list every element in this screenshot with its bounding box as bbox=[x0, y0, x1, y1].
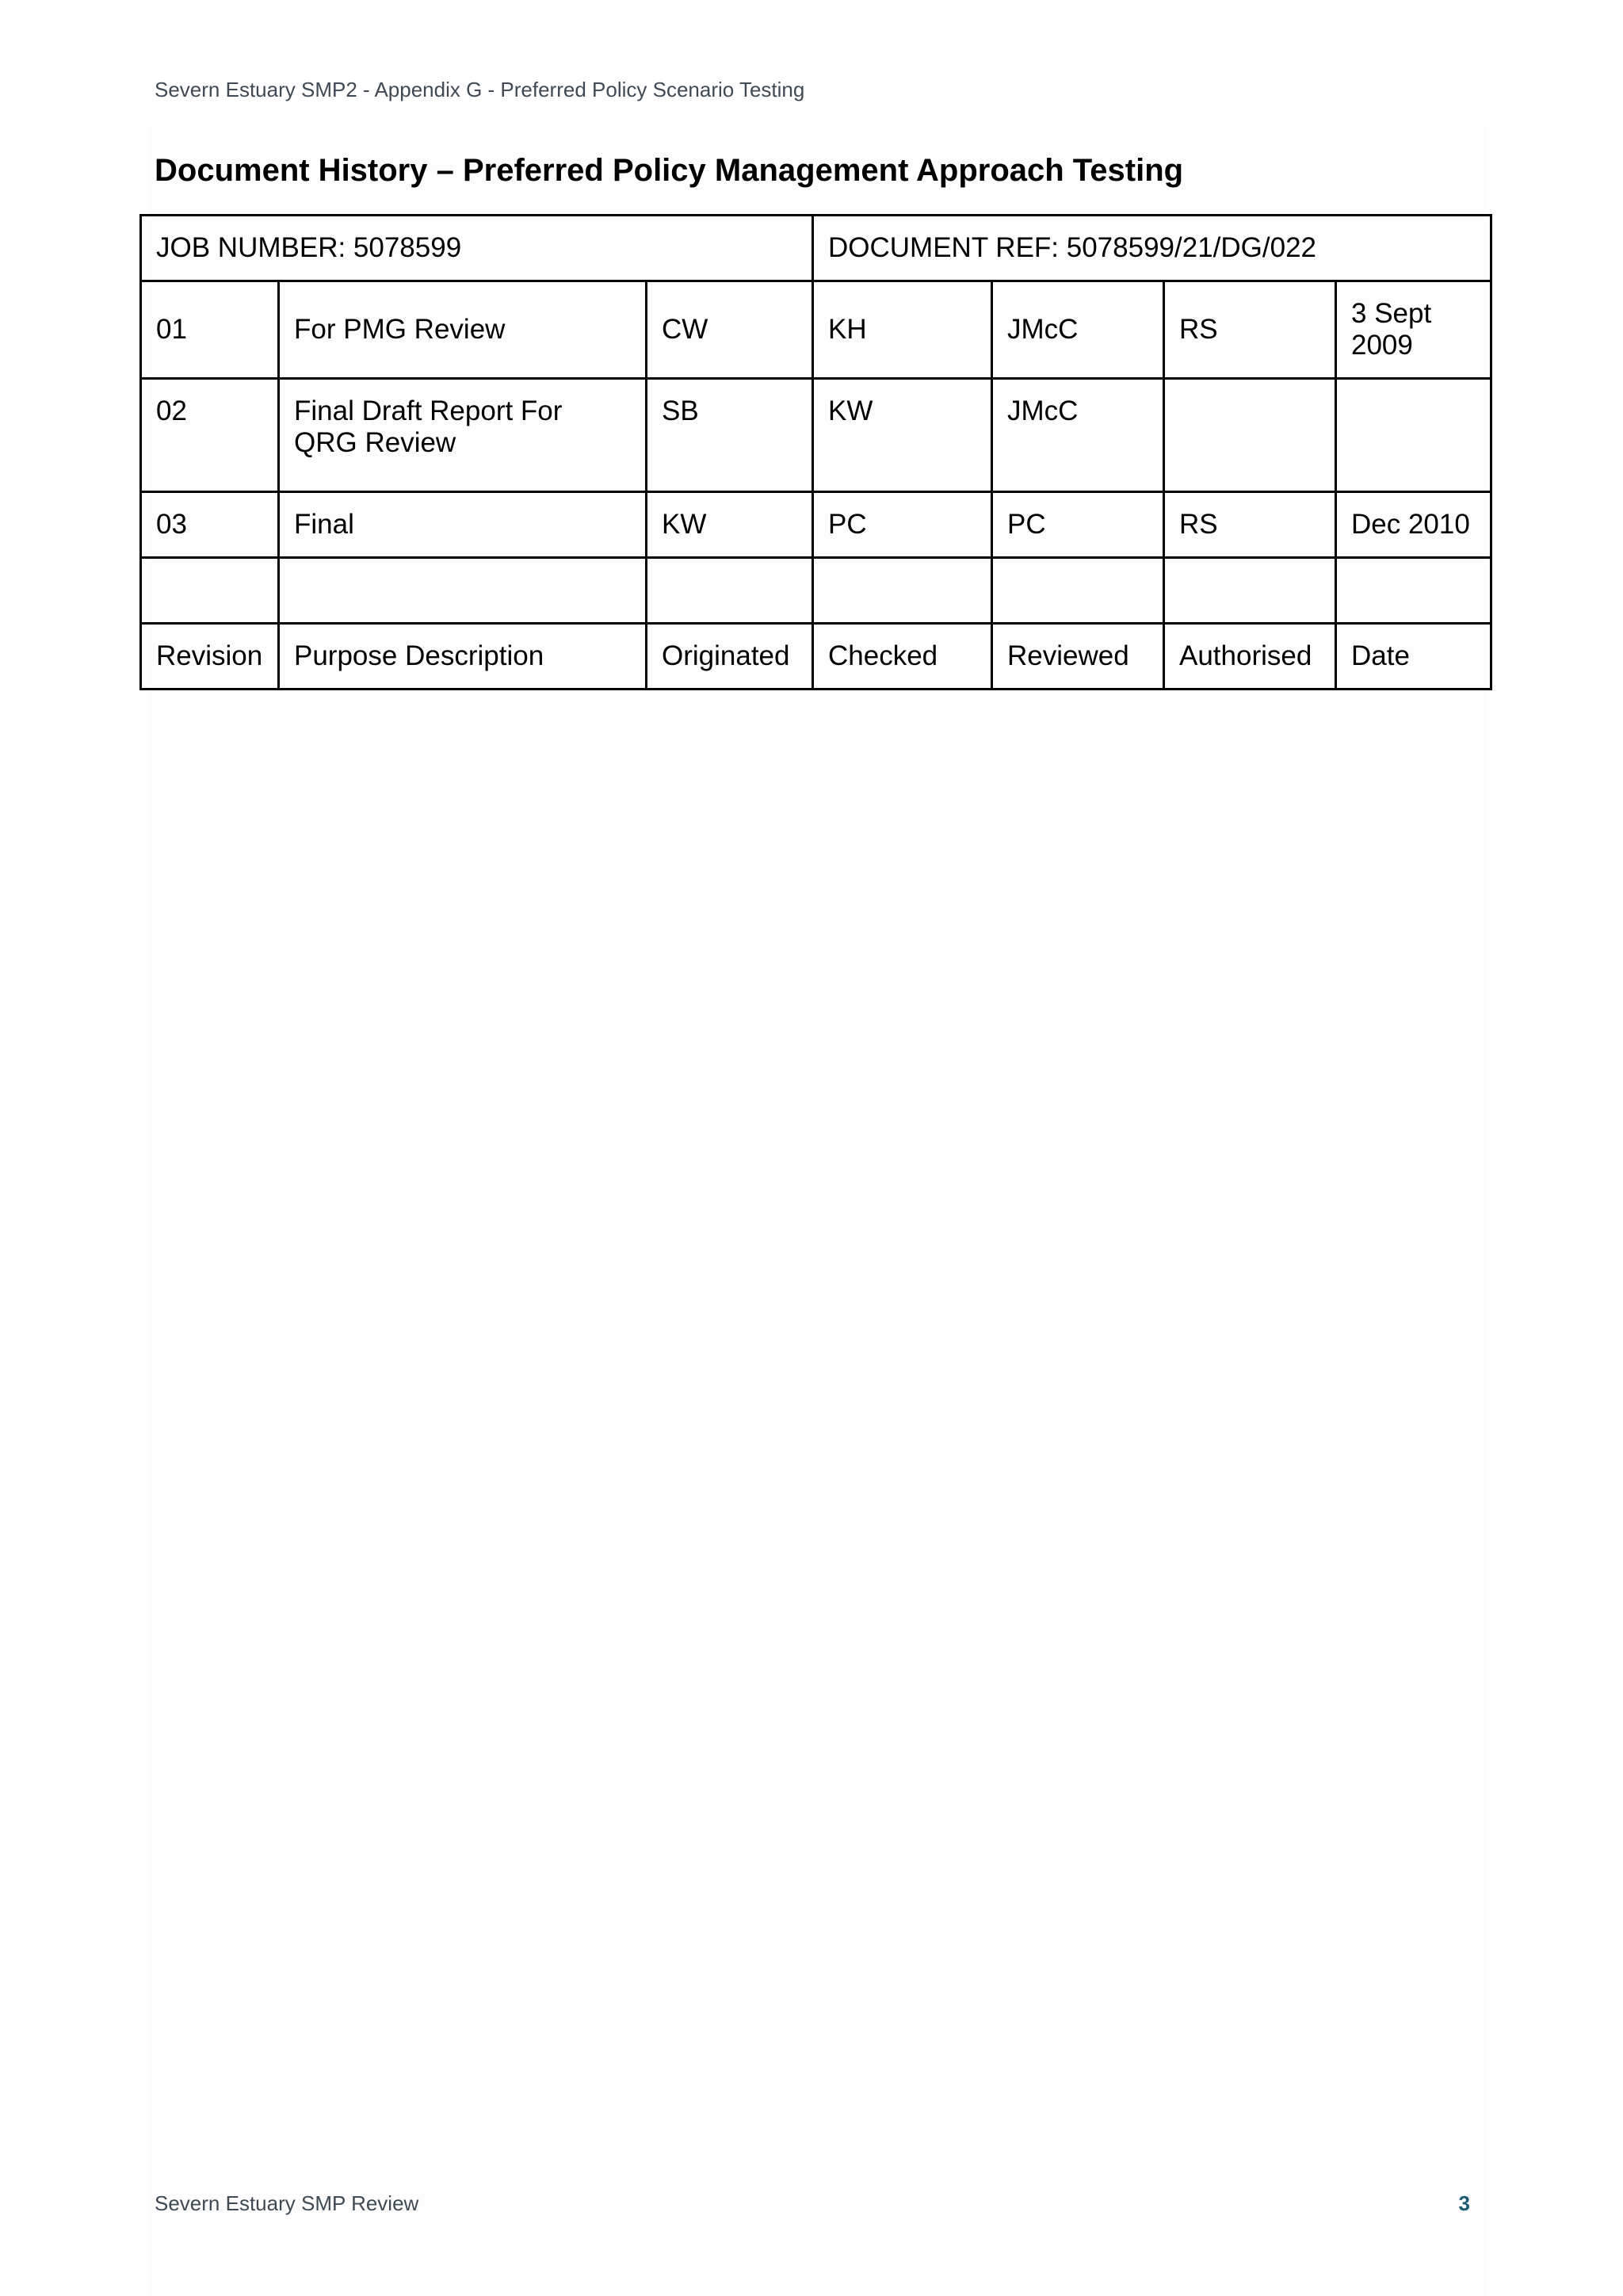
originated-label: Originated bbox=[647, 624, 813, 690]
authorised-cell bbox=[1164, 558, 1336, 624]
purpose-cell: Final Draft Report For QRG Review bbox=[279, 379, 647, 492]
document-title: Document History – Preferred Policy Management Approach Testing bbox=[155, 153, 1184, 188]
date-cell bbox=[1336, 558, 1491, 624]
checked-label: Checked bbox=[813, 624, 992, 690]
table-row bbox=[141, 379, 1491, 492]
reviewed-cell: PC bbox=[992, 492, 1164, 558]
table-row bbox=[141, 558, 1491, 624]
originated-cell bbox=[647, 558, 813, 624]
authorised-cell: RS bbox=[1164, 281, 1336, 379]
originated-cell: KW bbox=[647, 492, 813, 558]
date-label: Date bbox=[1336, 624, 1491, 690]
page-number: 3 bbox=[1458, 2191, 1470, 2215]
authorised-cell bbox=[1164, 379, 1336, 492]
reviewed-cell: JMcC bbox=[992, 379, 1164, 492]
authorised-cell: RS bbox=[1164, 492, 1336, 558]
running-footer: Severn Estuary SMP Review bbox=[155, 2191, 419, 2215]
job-info-row bbox=[141, 216, 1491, 281]
date-cell: 3 Sept 2009 bbox=[1336, 281, 1491, 379]
revision-cell: 03 bbox=[141, 492, 279, 558]
document-history-table bbox=[139, 214, 1492, 690]
originated-cell: SB bbox=[647, 379, 813, 492]
reviewed-label: Reviewed bbox=[992, 624, 1164, 690]
checked-cell: KH bbox=[813, 281, 992, 379]
checked-cell: KW bbox=[813, 379, 992, 492]
purpose-cell: Final bbox=[279, 492, 647, 558]
revision-label: Revision bbox=[141, 624, 279, 690]
reviewed-cell bbox=[992, 558, 1164, 624]
date-cell: Dec 2010 bbox=[1336, 492, 1491, 558]
revision-cell bbox=[141, 558, 279, 624]
revision-cell: 02 bbox=[141, 379, 279, 492]
running-header: Severn Estuary SMP2 - Appendix G - Preferred Policy Scenario Testing bbox=[155, 78, 805, 101]
checked-cell: PC bbox=[813, 492, 992, 558]
date-cell bbox=[1336, 379, 1491, 492]
purpose-cell: For PMG Review bbox=[279, 281, 647, 379]
revision-cell: 01 bbox=[141, 281, 279, 379]
authorised-label: Authorised bbox=[1164, 624, 1336, 690]
job-number: JOB NUMBER: 5078599 bbox=[141, 216, 813, 281]
document-ref: DOCUMENT REF: 5078599/21/DG/022 bbox=[813, 216, 1491, 281]
column-labels-row bbox=[141, 624, 1491, 690]
purpose-cell bbox=[279, 558, 647, 624]
reviewed-cell: JMcC bbox=[992, 281, 1164, 379]
originated-cell: CW bbox=[647, 281, 813, 379]
table-row bbox=[141, 281, 1491, 379]
purpose-label: Purpose Description bbox=[279, 624, 647, 690]
checked-cell bbox=[813, 558, 992, 624]
table-row bbox=[141, 492, 1491, 558]
